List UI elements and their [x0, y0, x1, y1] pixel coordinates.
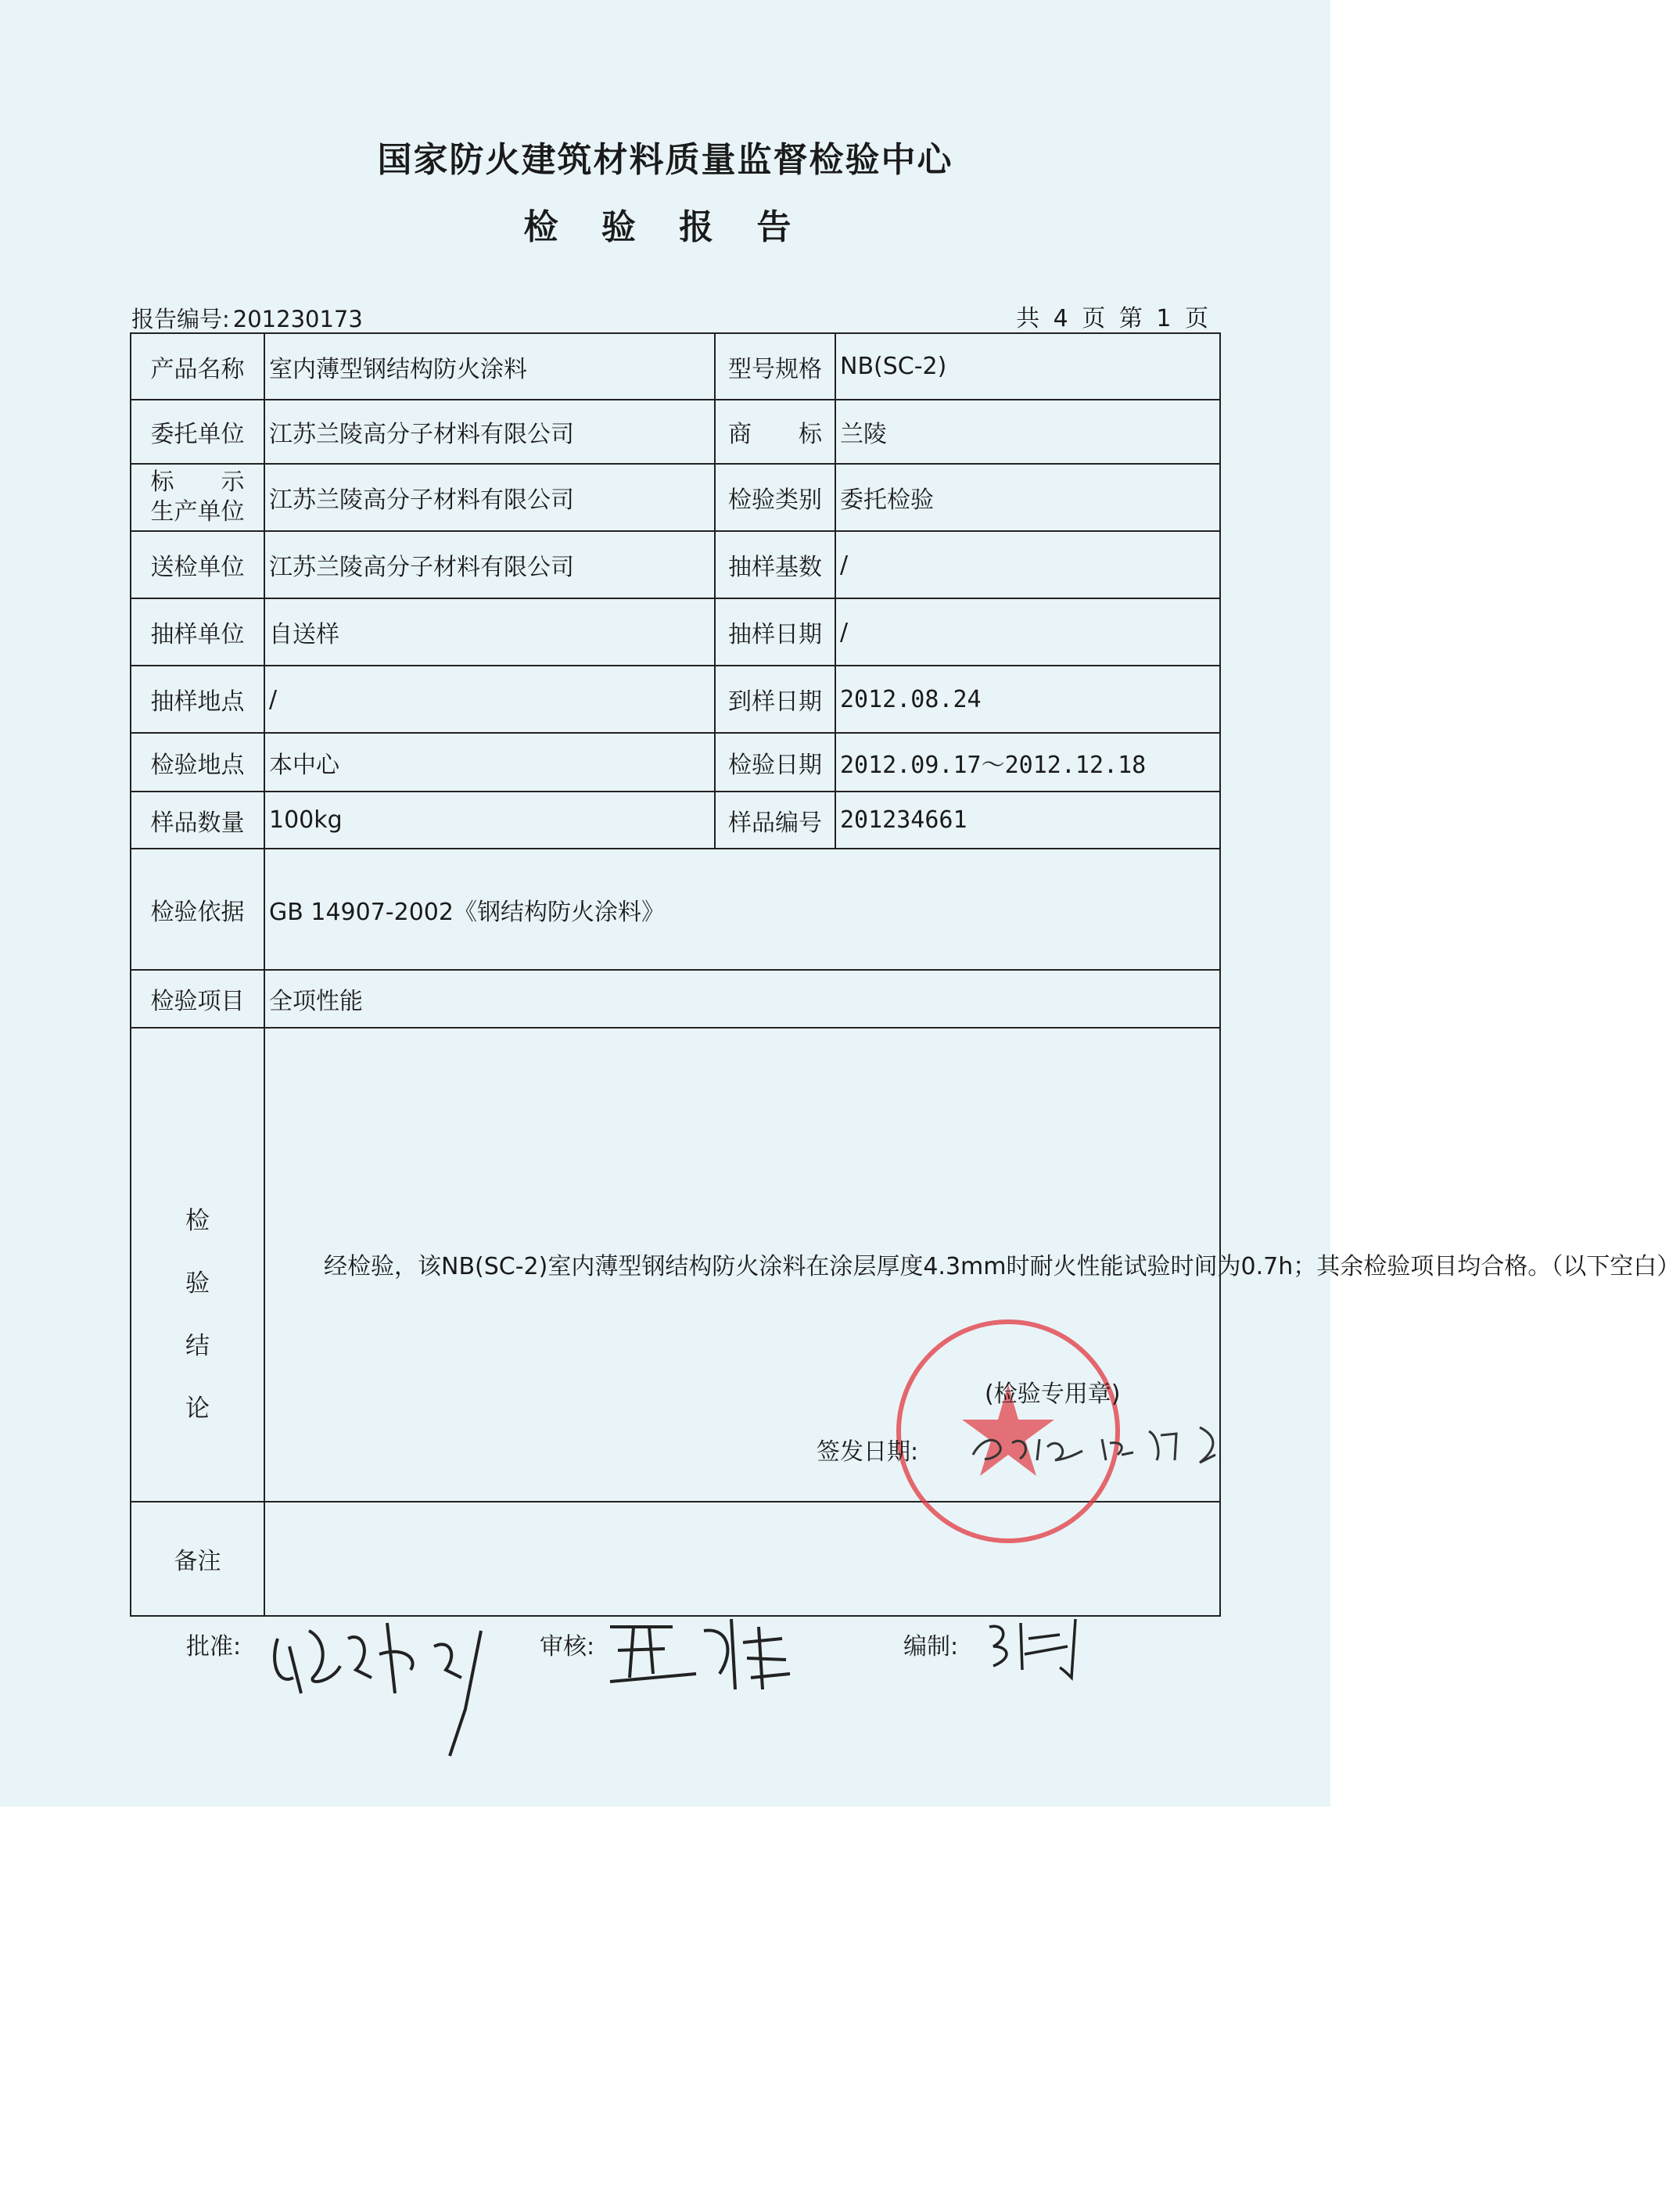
conclusion-label-char: 检: [185, 1207, 210, 1235]
manufacturer-label: [131, 464, 264, 531]
table-row: [131, 792, 1220, 849]
conclusion-label: [131, 1028, 264, 1502]
items-value: 全项性能: [264, 970, 1220, 1028]
manufacturer-value: 江苏兰陵高分子材料有限公司: [264, 464, 715, 531]
sampling-date-value: /: [835, 598, 1220, 666]
approve-label: 批准:: [186, 1633, 242, 1660]
items-label: 检验项目: [131, 970, 264, 1028]
review-signature: [602, 1603, 806, 1697]
table-row: [131, 666, 1220, 733]
report-number-label: 报告编号:: [131, 306, 230, 332]
page-info: 共 4 页 第 1 页: [1016, 305, 1212, 332]
quantity-value: 100kg: [264, 792, 715, 849]
approve-signature: [254, 1592, 536, 1779]
conclusion-text: 经检验，该NB(SC-2)室内薄型钢结构防火涂料在涂层厚度4.3mm时耐火性能试验时间为0.7h；其余检验项目均合格。（以下空白）: [324, 1253, 1680, 1280]
arrival-date-label: 到样日期: [715, 666, 835, 733]
test-type-label: 检验类别: [715, 464, 835, 531]
conclusion-body: [264, 1028, 1680, 1502]
sample-base-label: 抽样基数: [715, 531, 835, 598]
sample-base-value: /: [835, 531, 1220, 598]
report-table: [130, 332, 1680, 1617]
test-date-label: 检验日期: [715, 733, 835, 792]
report-number-value: 201230173: [232, 306, 363, 332]
compile-label: 编制:: [903, 1633, 959, 1660]
quantity-label: 样品数量: [131, 792, 264, 849]
table-row: [131, 531, 1220, 598]
conclusion-row: [131, 1028, 1220, 1502]
compile-signature: [982, 1611, 1099, 1682]
trademark-value: 兰陵: [835, 400, 1220, 464]
document-title: 检 验 报 告: [523, 207, 807, 247]
sampling-place-value: /: [264, 666, 715, 733]
stamp-label: (检验专用章): [985, 1380, 1121, 1408]
sample-no-label: 样品编号: [715, 792, 835, 849]
sampler-value: 自送样: [264, 598, 715, 666]
sampling-date-label: 抽样日期: [715, 598, 835, 666]
model-value: NB(SC-2): [835, 333, 1220, 400]
manufacturer-label-line1: 标 示: [150, 469, 245, 496]
client-label: 委托单位: [131, 400, 264, 464]
sampling-place-label: 抽样地点: [131, 666, 264, 733]
test-date-value: 2012.09.17～2012.12.18: [835, 733, 1220, 792]
basis-value: GB 14907-2002《钢结构防火涂料》: [264, 849, 1220, 970]
table-row: [131, 970, 1220, 1028]
report-number: [128, 302, 363, 334]
submitter-value: 江苏兰陵高分子材料有限公司: [264, 531, 715, 598]
sampler-label: 抽样单位: [131, 598, 264, 666]
conclusion-label-char: 验: [185, 1269, 210, 1298]
trademark-label: 商 标: [715, 400, 835, 464]
review-label: 审核:: [540, 1633, 595, 1660]
product-name-label: 产品名称: [131, 333, 264, 400]
test-place-label: 检验地点: [131, 733, 264, 792]
table-row: [131, 464, 1220, 531]
test-place-value: 本中心: [264, 733, 715, 792]
manufacturer-label-line2: 生产单位: [150, 498, 245, 526]
conclusion-label-char: 结: [185, 1332, 210, 1360]
sample-no-value: 201234661: [835, 792, 1220, 849]
product-name-value: 室内薄型钢结构防火涂料: [264, 333, 715, 400]
basis-label: 检验依据: [131, 849, 264, 970]
submitter-label: 送检单位: [131, 531, 264, 598]
table-row: [131, 333, 1220, 400]
handwritten-sign-date: [965, 1412, 1278, 1474]
conclusion-label-char: 论: [185, 1395, 210, 1423]
sign-date-label: 签发日期:: [817, 1438, 919, 1466]
model-label: 型号规格: [715, 333, 835, 400]
remarks-label: 备注: [131, 1502, 264, 1616]
table-row: [131, 400, 1220, 464]
table-row: [131, 849, 1220, 970]
institution-title: 国家防火建筑材料质量监督检验中心: [377, 140, 953, 180]
table-row: [131, 598, 1220, 666]
table-row: [131, 733, 1220, 792]
test-type-value: 委托检验: [835, 464, 1220, 531]
client-value: 江苏兰陵高分子材料有限公司: [264, 400, 715, 464]
arrival-date-value: 2012.08.24: [835, 666, 1220, 733]
